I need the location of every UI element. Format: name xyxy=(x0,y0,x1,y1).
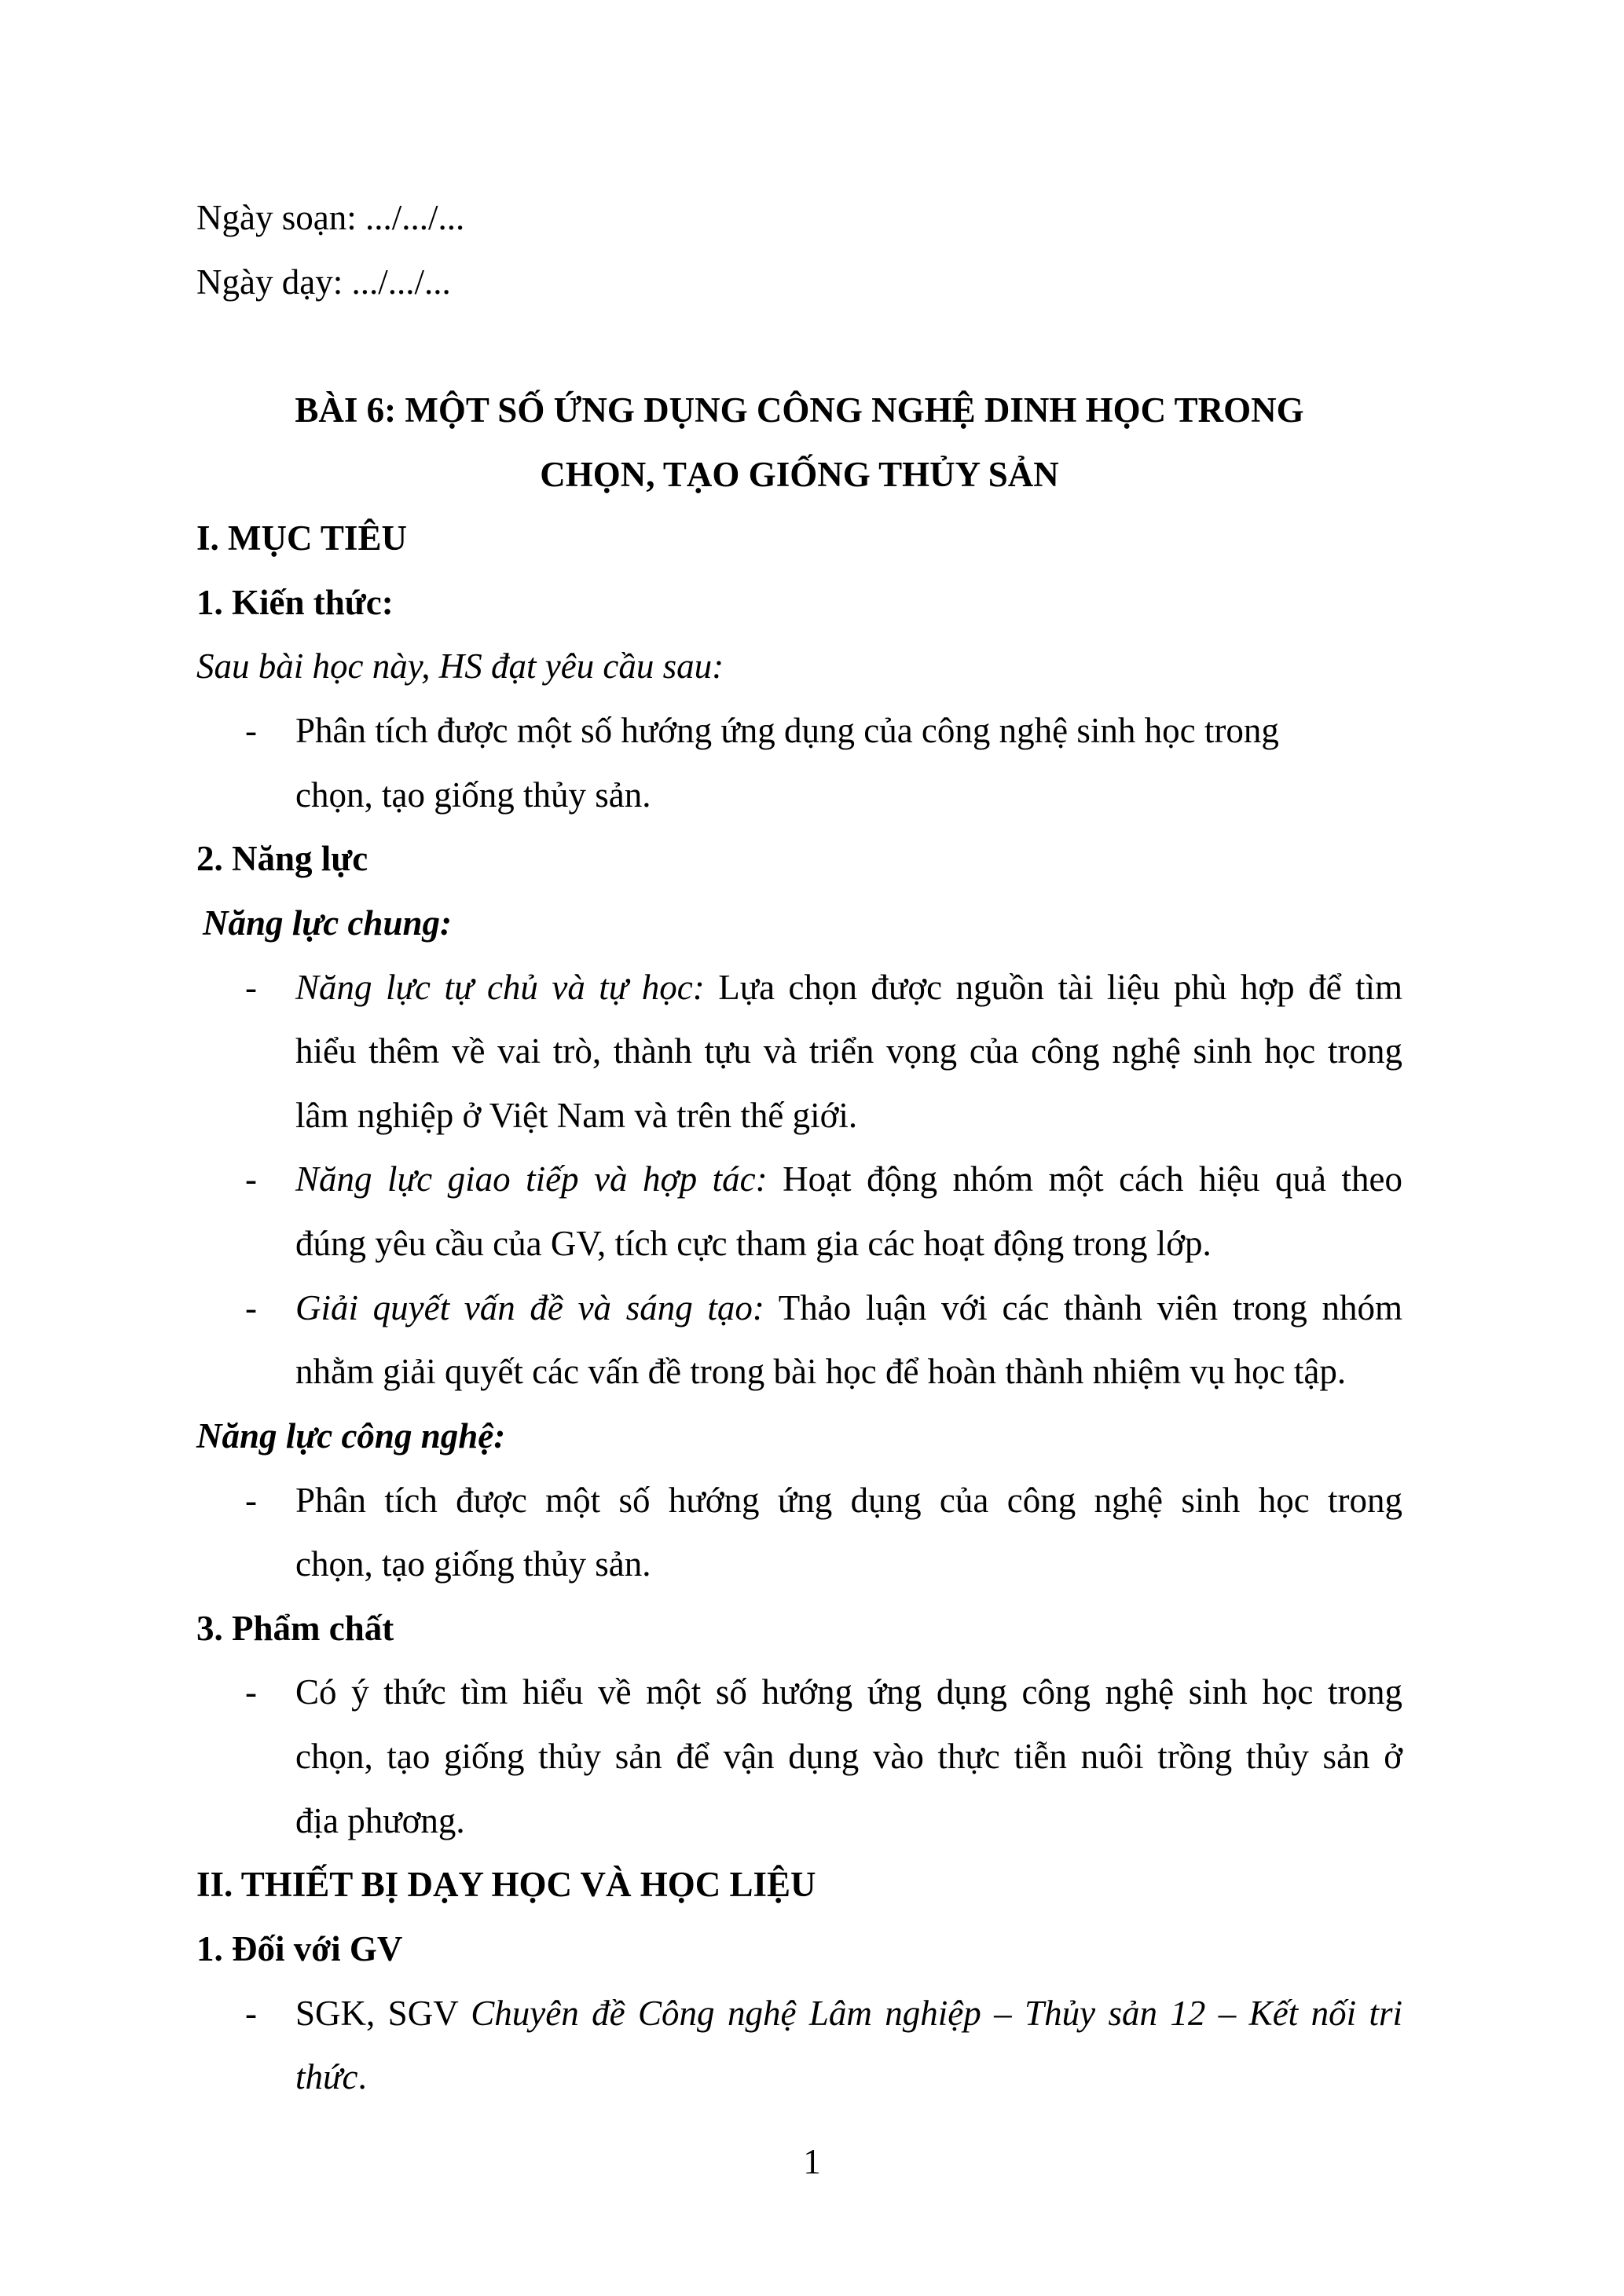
bullet-line: địa phương. xyxy=(295,1800,465,1840)
bullet-dash: - xyxy=(245,1159,257,1199)
item-lead: Giải quyết vấn đề và sáng tạo: xyxy=(295,1287,764,1327)
item-text: Thảo luận với các thành viên trong nhóm xyxy=(764,1287,1402,1327)
lesson-title-line2: CHỌN, TẠO GIỐNG THỦY SẢN xyxy=(540,454,1059,494)
teacher-materials-bullet xyxy=(196,1982,1402,2110)
general-competence-item xyxy=(196,1276,1402,1404)
knowledge-bullet xyxy=(196,699,1402,827)
date-prepared: Ngày soạn: .../.../... xyxy=(196,198,465,237)
item-text: SGK, SGV xyxy=(295,1993,471,2033)
general-competence-item xyxy=(196,956,1402,1148)
spacer xyxy=(196,314,1402,379)
qualities-heading: 3. Phẩm chất xyxy=(196,1608,394,1648)
bullet-line: đúng yêu cầu của GV, tích cực tham gia các hoạt động trong lớp. xyxy=(295,1224,1212,1263)
qualities-bullet xyxy=(196,1661,1402,1853)
competence-heading: 2. Năng lực xyxy=(196,839,368,879)
bullet-line: hiểu thêm về vai trò, thành tựu và triển vọng của công nghệ sinh học trong xyxy=(295,1031,1402,1071)
bullet-line xyxy=(295,1276,1402,1341)
bullet-line: lâm nghiệp ở Việt Nam và trên thế giới. xyxy=(295,1095,858,1135)
knowledge-intro: Sau bài học này, HS đạt yêu cầu sau: xyxy=(196,646,724,687)
item-text: . xyxy=(357,2057,367,2097)
knowledge-heading: 1. Kiến thức: xyxy=(196,582,394,622)
bullet-line: chọn, tạo giống thủy sản để vận dụng vào thực tiễn nuôi trồng thủy sản ở xyxy=(295,1737,1402,1776)
section-objectives-heading: I. MỤC TIÊU xyxy=(196,518,407,558)
bullet-dash: - xyxy=(245,1480,257,1520)
item-lead: Năng lực tự chủ và tự học: xyxy=(295,967,705,1007)
book-title-cont: thức xyxy=(295,2057,358,2097)
bullet-dash: - xyxy=(245,1287,257,1327)
bullet-line: Phân tích được một số hướng ứng dụng của công nghệ sinh học trong xyxy=(295,1480,1402,1520)
teacher-materials-heading: 1. Đối với GV xyxy=(196,1928,403,1968)
bullet-line xyxy=(295,1148,1402,1212)
tech-competence-heading: Năng lực công nghệ: xyxy=(196,1415,506,1456)
bullet-dash: - xyxy=(245,967,257,1007)
item-lead: Năng lực giao tiếp và hợp tác: xyxy=(295,1159,768,1199)
lesson-title-line1: BÀI 6: MỘT SỐ ỨNG DỤNG CÔNG NGHỆ DINH HỌC TRONG xyxy=(295,390,1304,430)
date-taught: Ngày dạy: .../.../... xyxy=(196,262,451,302)
item-text: Lựa chọn được nguồn tài liệu phù hợp để tìm xyxy=(704,967,1402,1007)
bullet-line: chọn, tạo giống thủy sản. xyxy=(295,1544,651,1584)
general-competence-item xyxy=(196,1148,1402,1276)
bullet-dash: - xyxy=(245,1993,257,2033)
bullet-line: chọn, tạo giống thủy sản. xyxy=(295,774,651,815)
bullet-line: nhằm giải quyết các vấn đề trong bài học để hoàn thành nhiệm vụ học tập. xyxy=(295,1352,1347,1392)
bullet-dash: - xyxy=(245,1672,257,1712)
tech-competence-bullet xyxy=(196,1469,1402,1597)
general-competence-heading: Năng lực chung: xyxy=(203,903,452,943)
section-equipment-heading: II. THIẾT BỊ DẠY HỌC VÀ HỌC LIỆU xyxy=(196,1865,816,1905)
bullet-line: Phân tích được một số hướng ứng dụng của công nghệ sinh học trong xyxy=(295,711,1279,750)
bullet-line xyxy=(295,956,1402,1020)
bullet-line xyxy=(295,1982,1402,2046)
item-text: Hoạt động nhóm một cách hiệu quả theo xyxy=(767,1159,1403,1199)
bullet-line: Có ý thức tìm hiểu về một số hướng ứng dụng công nghệ sinh học trong xyxy=(295,1672,1402,1712)
document-page xyxy=(196,186,1402,2110)
book-title: Chuyên đề Công nghệ Lâm nghiệp – Thủy sản 12 – Kết nối tri xyxy=(471,1993,1402,2033)
bullet-dash: - xyxy=(245,711,257,750)
page-number: 1 xyxy=(803,2142,821,2181)
bullet-line xyxy=(295,2045,1402,2110)
